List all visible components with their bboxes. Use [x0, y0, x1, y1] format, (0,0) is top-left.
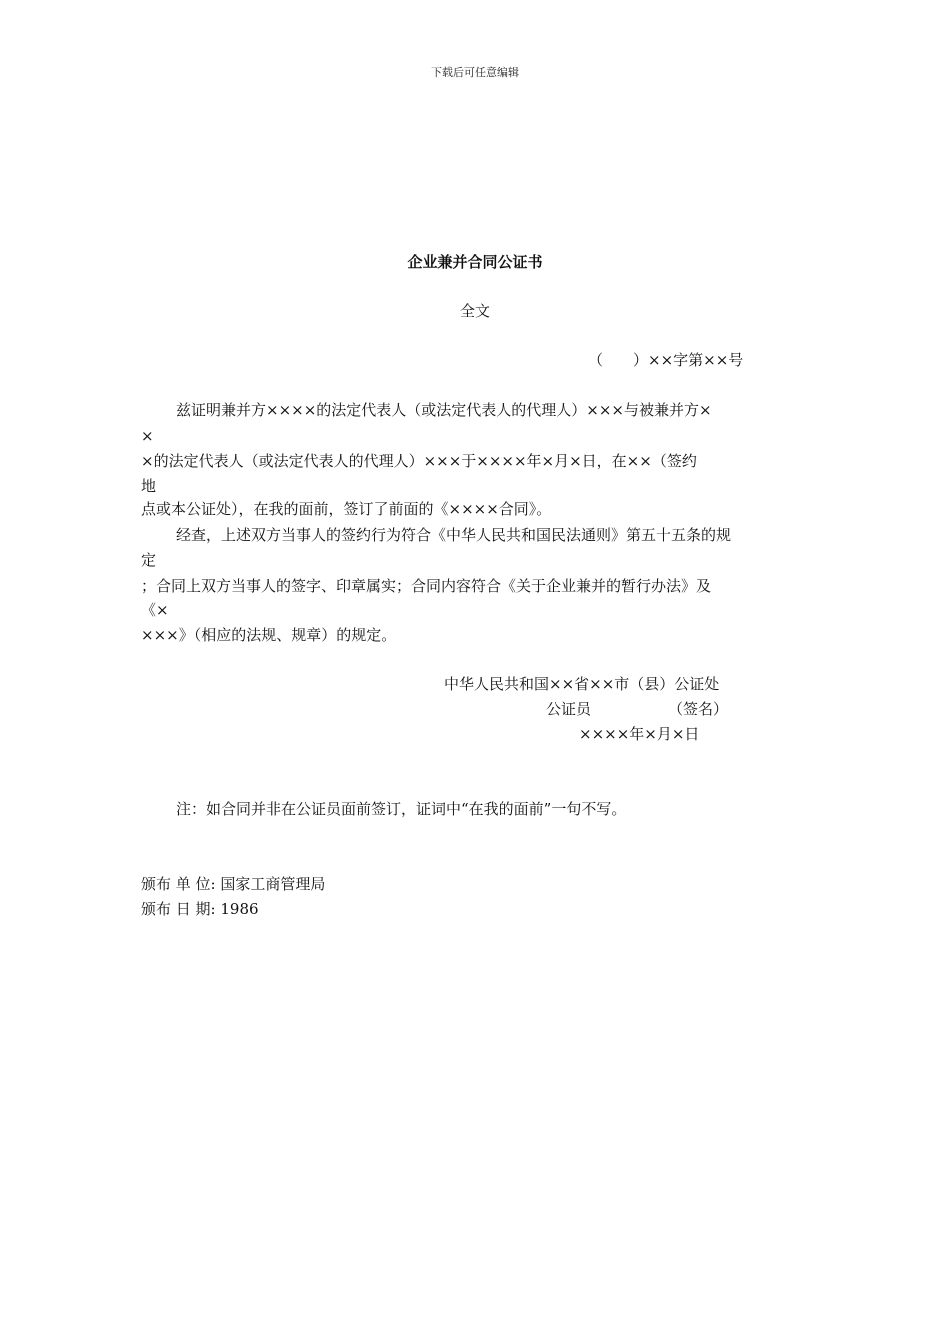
signature-date: ××××年×月×日 [579, 725, 700, 743]
document-subtitle: 全文 [459, 302, 490, 320]
notary-office: 中华人民共和国××省××市（县）公证处 [444, 675, 720, 693]
body-line: × [141, 427, 154, 445]
issuer-line: 颁布 单 位: 国家工商管理局 [141, 875, 326, 893]
header-note: 下载后可任意编辑 [431, 66, 519, 79]
body-line: ；合同上双方当事人的签字、印章属实；合同内容符合《关于企业兼并的暂行办法》及 [141, 577, 712, 595]
document-number: （ ）××字第××号 [588, 351, 744, 369]
sign-label: （签名） [668, 700, 729, 718]
body-line: ×××》（相应的法规、规章）的规定。 [141, 626, 397, 644]
issue-date-line: 颁布 日 期: 1986 [141, 900, 259, 918]
body-line: ×的法定代表人（或法定代表人的代理人）×××于××××年×月×日，在××（签约 [141, 452, 697, 470]
document-title: 企业兼并合同公证书 [407, 253, 543, 271]
body-line: 兹证明兼并方××××的法定代表人（或法定代表人的代理人）×××与被兼并方× [176, 401, 712, 419]
body-line: 定 [141, 551, 157, 569]
body-line: 点或本公证处），在我的面前，签订了前面的《××××合同》。 [141, 500, 552, 518]
body-line: 地 [141, 477, 157, 495]
body-line: 《× [141, 601, 169, 619]
footnote: 注：如合同并非在公证员面前签订，证词中“在我的面前”一句不写。 [176, 800, 627, 818]
notary-label: 公证员 [546, 700, 592, 718]
body-line: 经查，上述双方当事人的签约行为符合《中华人民共和国民法通则》第五十五条的规 [176, 526, 732, 544]
